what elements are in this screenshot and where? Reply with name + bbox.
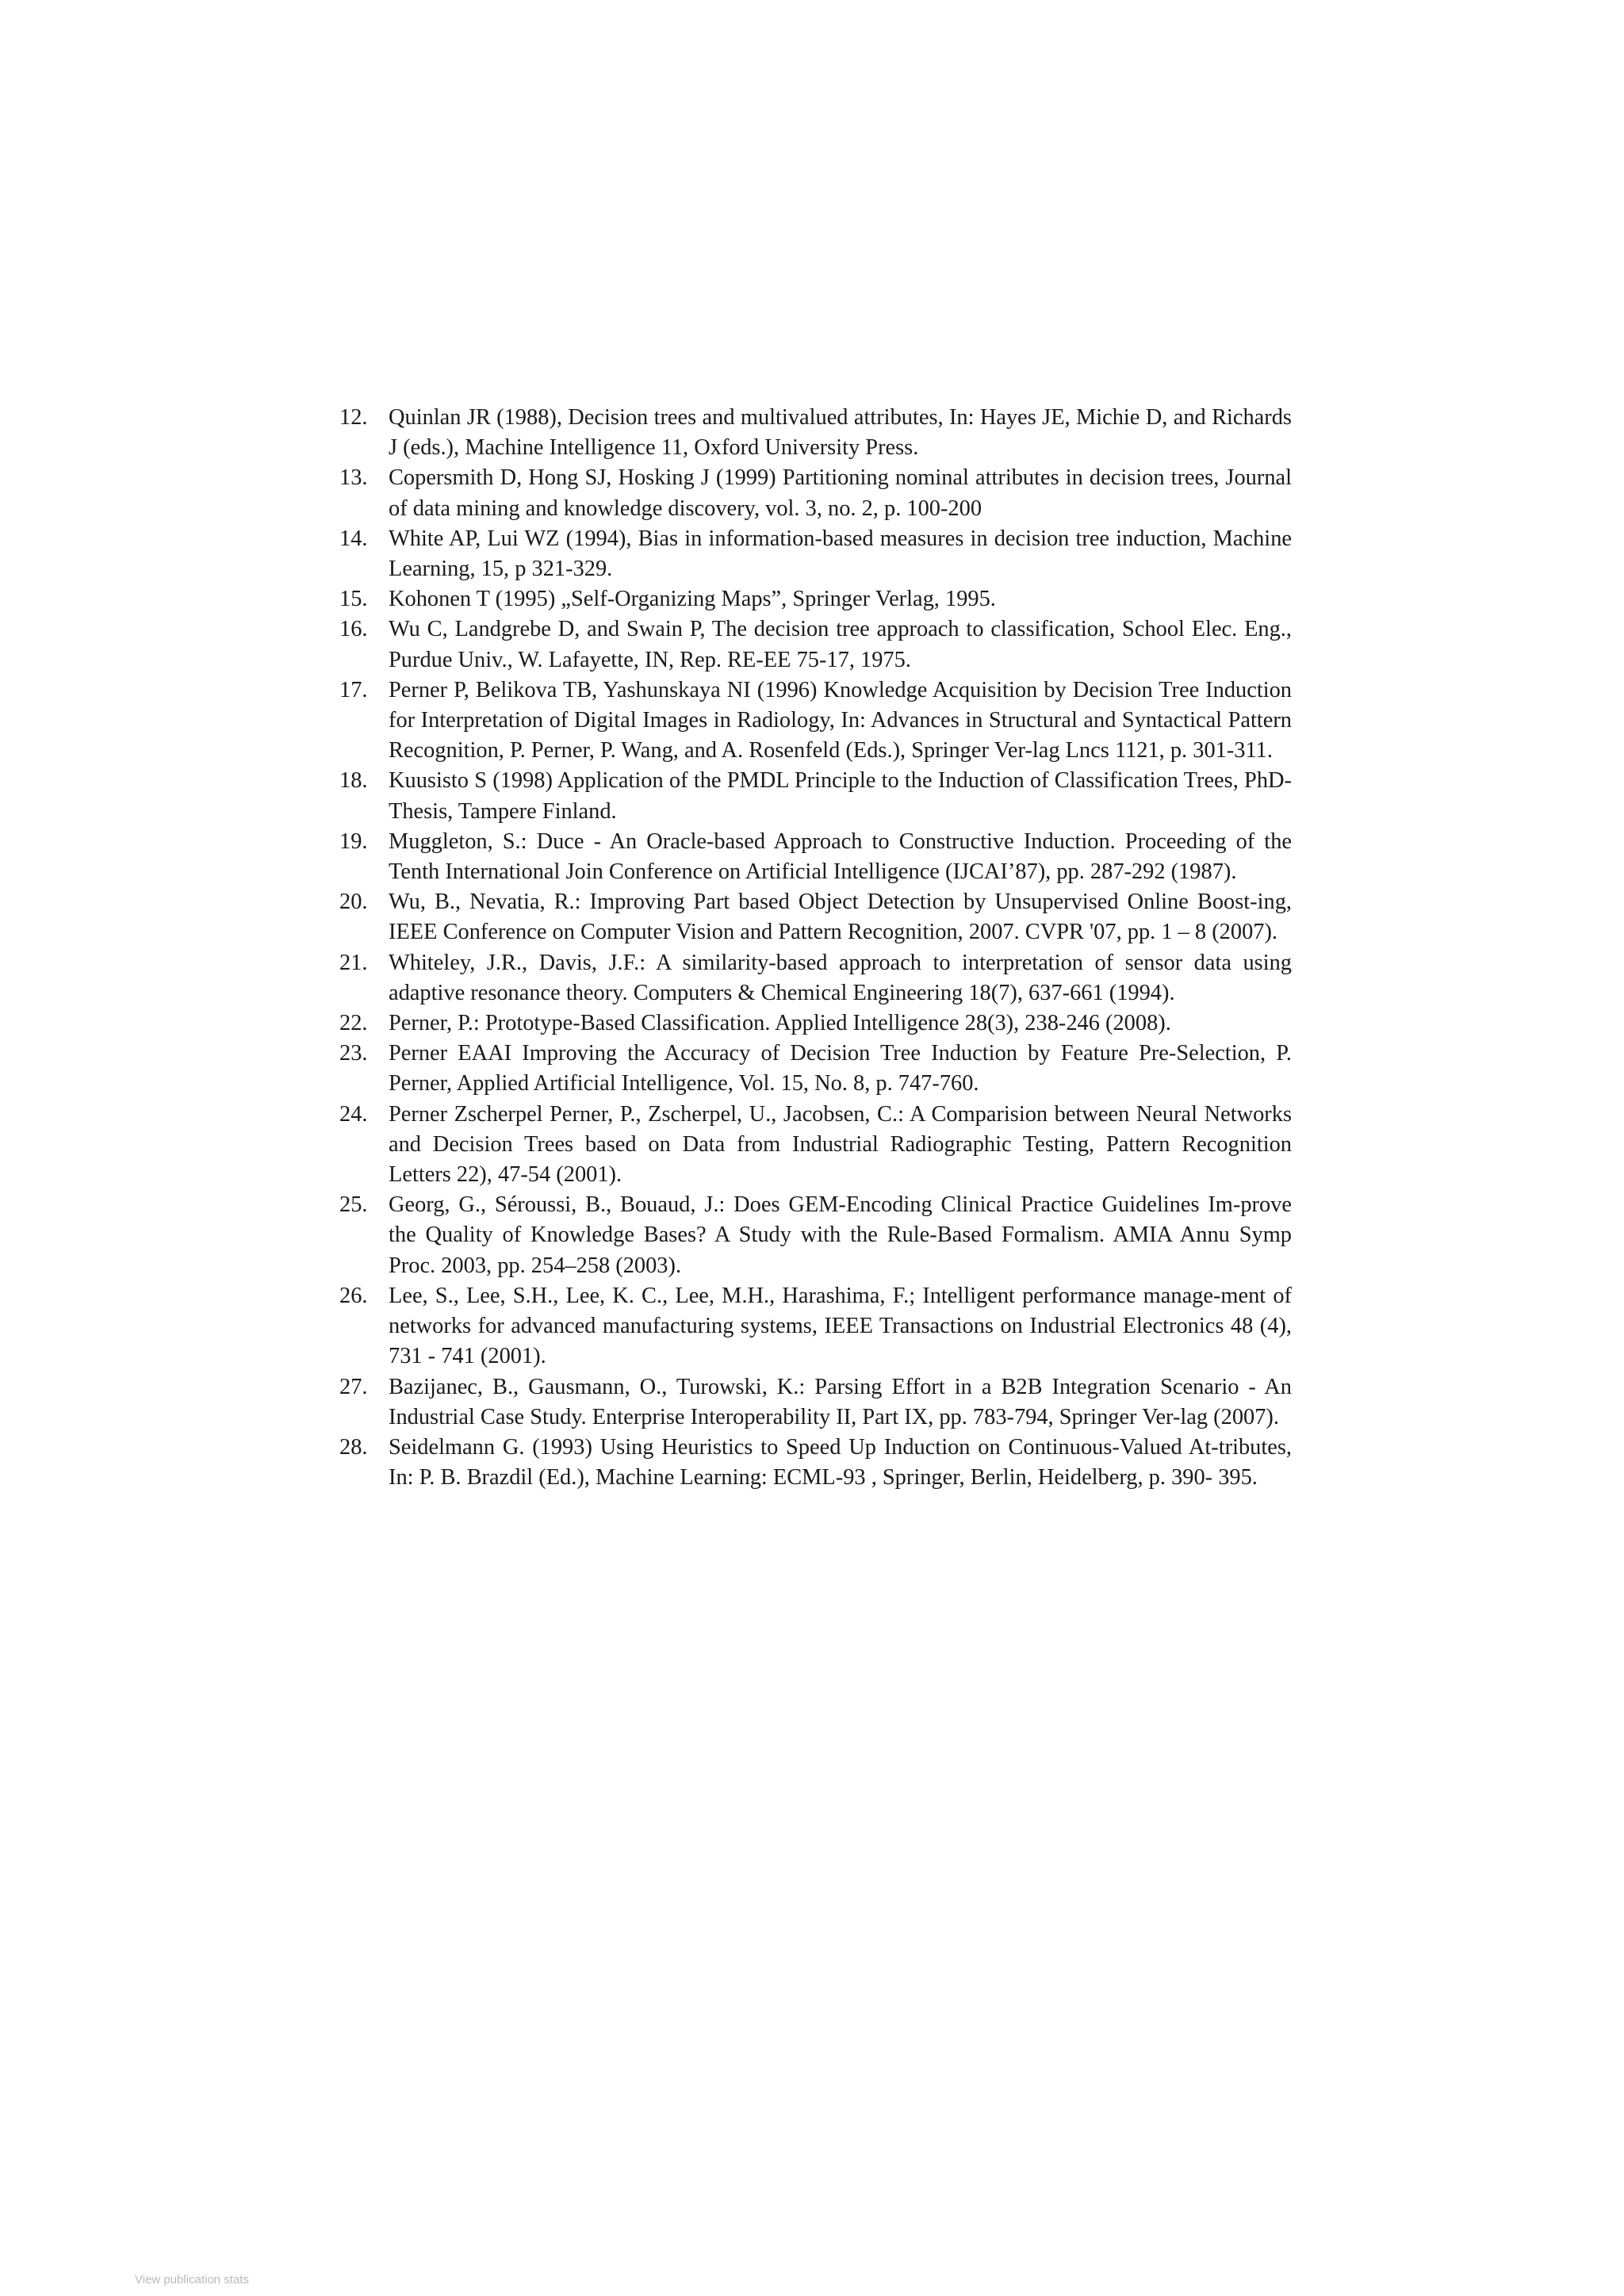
reference-text: Georg, G., Séroussi, B., Bouaud, J.: Does GEM-Encoding Clinical Practice Guidelines Im-prove the Quality of Knowledge Bases? A Study with the Rule-Based Formalism. AMIA Annu Symp Proc. 2003, pp. 254–258 (2003). — [389, 1192, 1292, 1278]
reference-text: Perner P, Belikova TB, Yashunskaya NI (1996) Knowledge Acquisition by Decision Tree Induction for Interpretation of Digital Images in Radiology, In: Advances in Structural and Syntactical Pattern Recognition, P. Perner, P. Wang, and A. Rosenfeld (Eds.), Springer Ver-lag Lncs 1121, p. 301-311. — [389, 677, 1292, 763]
reference-text: Wu, B., Nevatia, R.: Improving Part based Object Detection by Unsupervised Online Boost-ing, IEEE Conference on Computer Vision and Pattern Recognition, 2007. CVPR '07, pp. 1 – 8 (2007). — [389, 890, 1292, 945]
reference-item — [339, 584, 1292, 614]
reference-list — [339, 403, 1292, 1493]
reference-number: 28. — [339, 1434, 368, 1460]
reference-item — [339, 614, 1292, 675]
reference-item — [339, 948, 1292, 1008]
reference-item — [339, 1372, 1292, 1433]
reference-item — [339, 1039, 1292, 1099]
reference-number: 16. — [339, 617, 368, 642]
reference-number: 24. — [339, 1101, 368, 1127]
reference-item — [339, 827, 1292, 887]
reference-item — [339, 524, 1292, 584]
reference-text: Perner, P.: Prototype-Based Classification. Applied Intelligence 28(3), 238-246 (2008). — [389, 1011, 1171, 1036]
reference-text: Quinlan JR (1988), Decision trees and multivalued attributes, In: Hayes JE, Michie D, and Richards J (eds.), Machine Intelligence 11, Oxford University Press. — [389, 405, 1292, 461]
reference-text: Kohonen T (1995) „Self-Organizing Maps”, Springer Verlag, 1995. — [389, 587, 996, 612]
reference-item — [339, 887, 1292, 947]
reference-text: Kuusisto S (1998) Application of the PMDL Principle to the Induction of Classification Trees, PhD-Thesis, Tampere Finland. — [389, 768, 1292, 824]
reference-item — [339, 1100, 1292, 1191]
reference-number: 13. — [339, 465, 368, 491]
reference-item — [339, 403, 1292, 463]
reference-number: 18. — [339, 768, 368, 794]
reference-item — [339, 1433, 1292, 1493]
reference-text: Seidelmann G. (1993) Using Heuristics to Speed Up Induction on Continuous-Valued At-tributes, In: P. B. Brazdil (Ed.), Machine Learning: ECML-93 , Springer, Berlin, Heidelberg, p. 390- 395. — [389, 1434, 1292, 1490]
reference-text: Lee, S., Lee, S.H., Lee, K. C., Lee, M.H., Harashima, F.; Intelligent performance manage-ment of networks for advanced manufacturing systems, IEEE Transactions on Industrial Electronics 48 (4), 731 - 741 (2001). — [389, 1283, 1292, 1369]
reference-number: 27. — [339, 1374, 368, 1399]
reference-item — [339, 463, 1292, 523]
reference-item — [339, 1190, 1292, 1281]
reference-item — [339, 675, 1292, 767]
reference-text: Perner Zscherpel Perner, P., Zscherpel, U., Jacobsen, C.: A Comparision between Neural Networks and Decision Trees based on Data from Industrial Radiographic Testing, Pattern Recognition Letters 22), 47-54 (2001). — [389, 1101, 1292, 1188]
reference-number: 19. — [339, 828, 368, 854]
reference-text: Perner EAAI Improving the Accuracy of Decision Tree Induction by Feature Pre-Selection, P. Perner, Applied Artificial Intelligence, Vol. 15, No. 8, p. 747-760. — [389, 1041, 1292, 1096]
reference-number: 12. — [339, 405, 368, 430]
reference-number: 21. — [339, 950, 368, 975]
reference-text: Copersmith D, Hong SJ, Hosking J (1999) Partitioning nominal attributes in decision trees, Journal of data mining and knowledge discovery, vol. 3, no. 2, p. 100-200 — [389, 465, 1292, 521]
reference-item — [339, 766, 1292, 826]
reference-text: Wu C, Landgrebe D, and Swain P, The decision tree approach to classification, School Elec. Eng., Purdue Univ., W. Lafayette, IN, Rep. RE-EE 75-17, 1975. — [389, 617, 1292, 672]
reference-number: 25. — [339, 1192, 368, 1218]
reference-text: Muggleton, S.: Duce - An Oracle-based Approach to Constructive Induction. Proceeding of the Tenth International Join Conference on Artificial Intelligence (IJCAI’87), pp. 287-292 (1987). — [389, 828, 1292, 885]
reference-number: 17. — [339, 677, 368, 702]
reference-number: 22. — [339, 1011, 368, 1036]
reference-item — [339, 1008, 1292, 1039]
reference-text: Bazijanec, B., Gausmann, O., Turowski, K.: Parsing Effort in a B2B Integration Scenario - An Industrial Case Study. Enterprise Interoperability II, Part IX, pp. 783-794, Springer Ver-lag (2007). — [389, 1374, 1292, 1429]
reference-number: 14. — [339, 526, 368, 551]
view-publication-stats-label: View publication stats — [135, 2273, 249, 2286]
reference-number: 15. — [339, 587, 368, 612]
reference-item — [339, 1281, 1292, 1372]
reference-text: Whiteley, J.R., Davis, J.F.: A similarity-based approach to interpretation of sensor data using adaptive resonance theory. Computers & Chemical Engineering 18(7), 637-661 (1994). — [389, 950, 1292, 1005]
reference-text: White AP, Lui WZ (1994), Bias in information-based measures in decision tree induction, Machine Learning, 15, p 321-329. — [389, 526, 1292, 582]
reference-number: 20. — [339, 890, 368, 915]
reference-number: 26. — [339, 1283, 368, 1308]
reference-number: 23. — [339, 1041, 368, 1066]
